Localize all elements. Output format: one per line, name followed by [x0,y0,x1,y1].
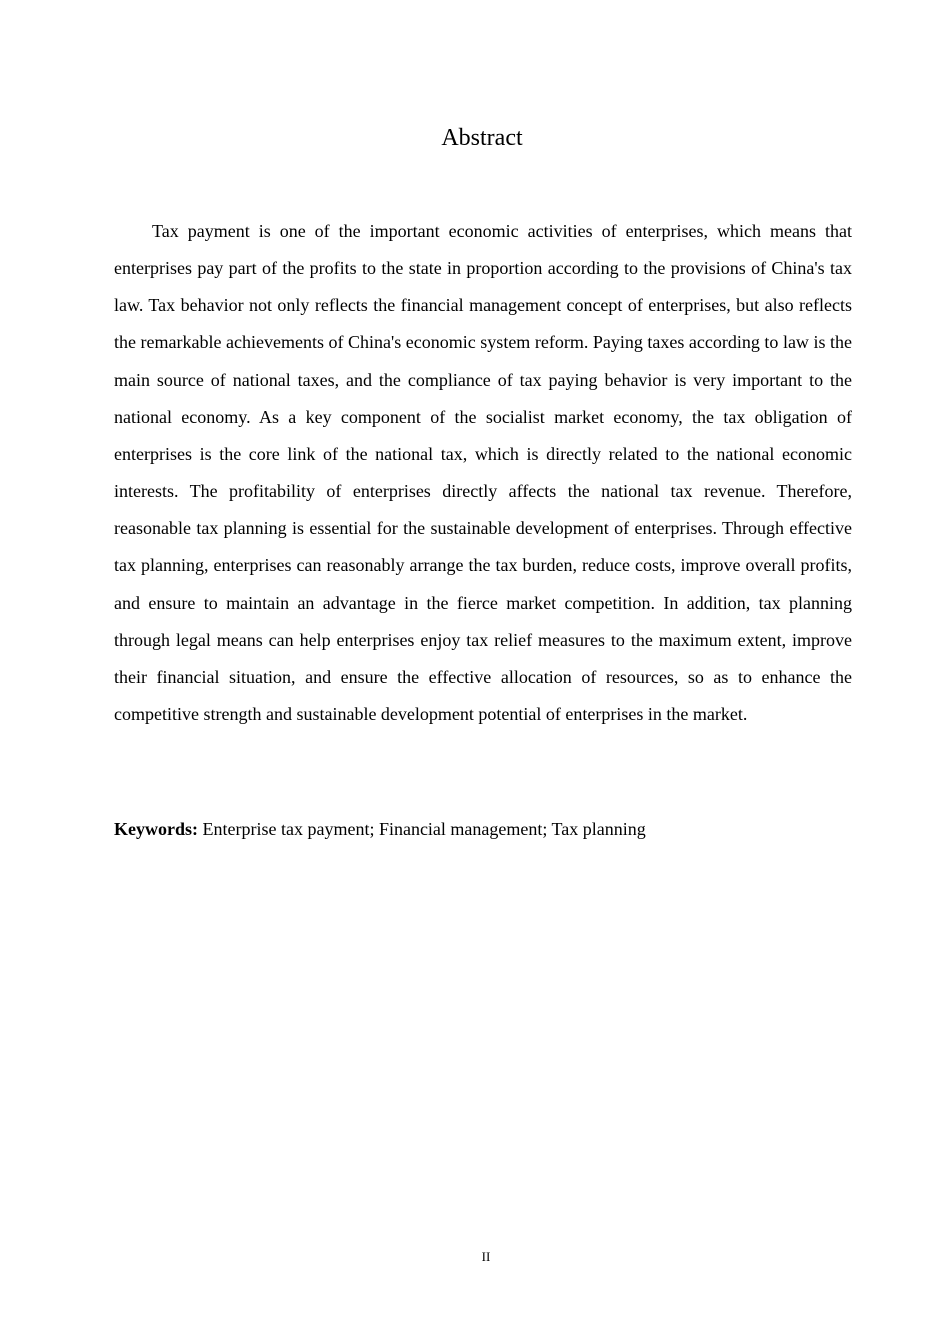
page-title: Abstract [441,125,523,151]
keywords-line [114,812,852,846]
abstract-paragraph: Tax payment is one of the important economic activities of enterprises, which means that enterprises pay part of the profits to the state in proportion according to the provisions of China's tax law. Tax behavior not only reflects the financial management concept of enterprises, but also reflects the remarkable achievements of China's economic system reform. Paying taxes according to law is the main source of national taxes, and the compliance of tax paying behavior is very important to the national economy. As a key component of the socialist market economy, the tax obligation of enterprises is the core link of the national tax, which is directly related to the national economic interests. The profitability of enterprises directly affects the national tax revenue. Therefore, reasonable tax planning is essential for the sustainable development of enterprises. Through effective tax planning, enterprises can reasonably arrange the tax burden, reduce costs, improve overall profits, and ensure to maintain an advantage in the fierce market competition. In addition, tax planning through legal means can help enterprises enjoy tax relief measures to the maximum extent, improve their financial situation, and ensure the effective allocation of resources, so as to enhance the competitive strength and sustainable development potential of enterprises in the market. [114,221,852,725]
keywords-label: Keywords: [114,819,198,839]
keywords-list: Enterprise tax payment; Financial management; Tax planning [202,819,646,839]
page-number: II [481,1249,491,1264]
